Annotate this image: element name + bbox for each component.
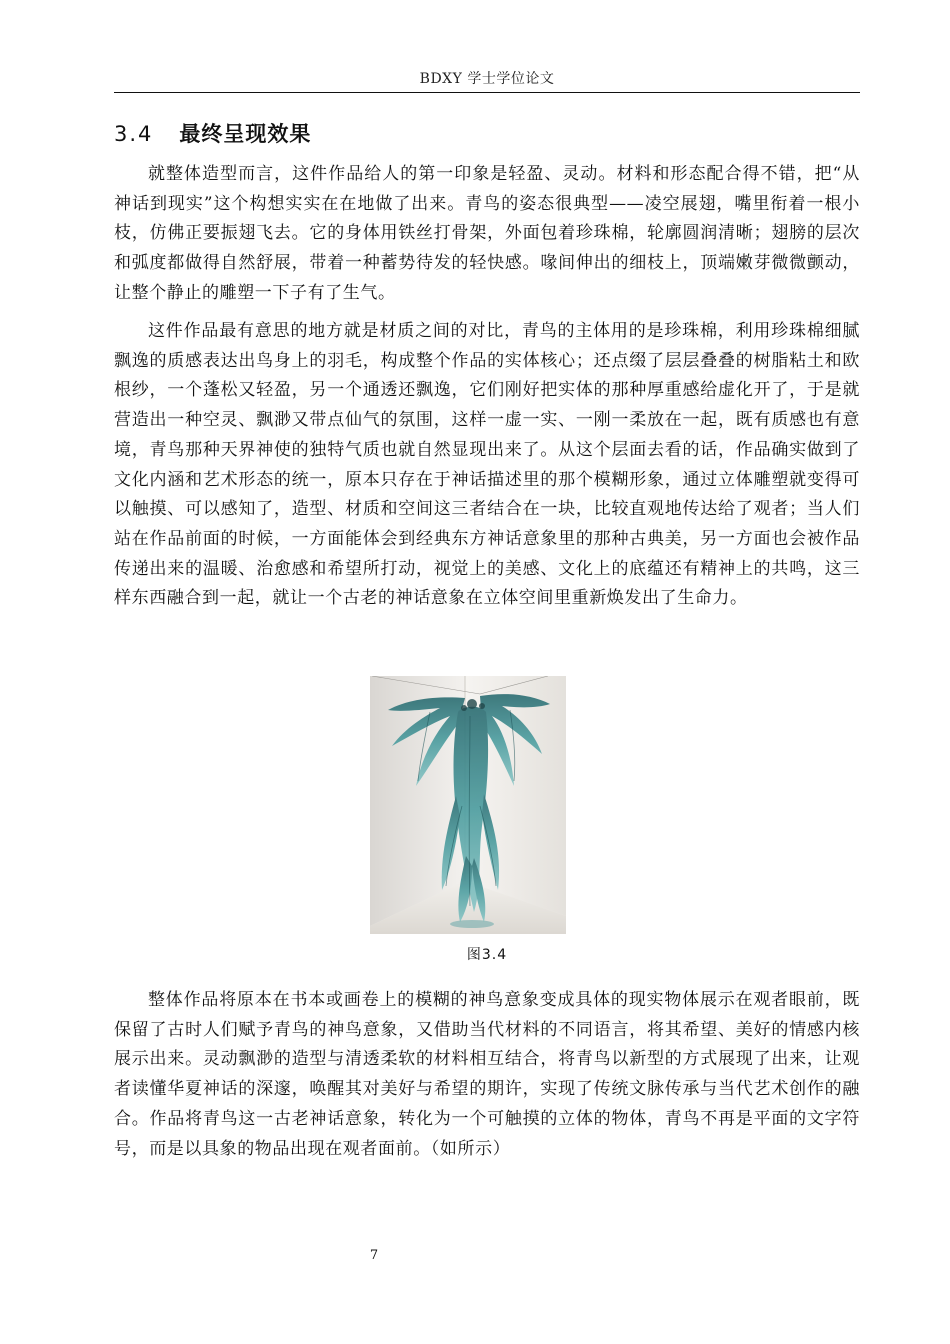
section-number: 3.4 <box>114 122 154 146</box>
page-number: 7 <box>369 1248 379 1263</box>
running-header: BDXY 学士学位论文 <box>419 71 555 87</box>
header-rule <box>114 92 860 93</box>
figure-caption: 图3.4 <box>466 947 508 963</box>
body-paragraph-1: 就整体造型而言，这件作品给人的第一印象是轻盈、灵动。材料和形态配合得不错，把“从神话到现实”这个构想实实在在地做了出来。青鸟的姿态很典型——凌空展翅，嘴里衔着一根小枝，仿佛正要振翅飞去。它的身体用铁丝打骨架，外面包着珍珠棉，轮廓圆润清晰；翅膀的层次和弧度都做得自然舒展，带着一种蓄势待发的轻快感。喙间伸出的细枝上，顶端嫩芽微微颤动，让整个静止的雕塑一下子有了生气。 <box>114 164 860 303</box>
body-paragraph-3: 整体作品将原本在书本或画卷上的模糊的神鸟意象变成具体的现实物体展示在观者眼前，既保留了古时人们赋予青鸟的神鸟意象，又借助当代材料的不同语言，将其希望、美好的情感内核展示出来。灵动飘渺的造型与清透柔软的材料相互结合，将青鸟以新型的方式展现了出来，让观者读懂华夏神话的深邃，唤醒其对美好与希望的期许，实现了传统文脉传承与当代艺术创作的融合。作品将青鸟这一古老神话意象，转化为一个可触摸的立体的物体，青鸟不再是平面的文字符号，而是以具象的物品出现在观者面前。（如所示） <box>114 990 860 1159</box>
sculpture-photo <box>370 676 566 934</box>
section-heading <box>114 118 311 148</box>
body-paragraph-2: 这件作品最有意思的地方就是材质之间的对比，青鸟的主体用的是珍珠棉，利用珍珠棉细腻飘逸的质感表达出鸟身上的羽毛，构成整个作品的实体核心；还点缀了层层叠叠的树脂粘土和欧根纱，一个蓬松又轻盈，另一个通透还飘逸，它们刚好把实体的那种厚重感给虚化开了，于是就营造出一种空灵、飘渺又带点仙气的氛围，这样一虚一实、一刚一柔放在一起，既有质感也有意境，青鸟那种天界神使的独特气质也就自然显现出来了。从这个层面去看的话，作品确实做到了文化内涵和艺术形态的统一，原本只存在于神话描述里的那个模糊形象，通过立体雕塑就变得可以触摸、可以感知了，造型、材质和空间这三者结合在一块，比较直观地传达给了观者；当人们站在作品前面的时候，一方面能体会到经典东方神话意象里的那种古典美，另一方面也会被作品传递出来的温暖、治愈感和希望所打动，视觉上的美感、文化上的底蕴还有精神上的共鸣，这三样东西融合到一起，就让一个古老的神话意象在立体空间里重新焕发出了生命力。 <box>114 321 860 609</box>
section-title: 最终呈现效果 <box>179 122 312 146</box>
